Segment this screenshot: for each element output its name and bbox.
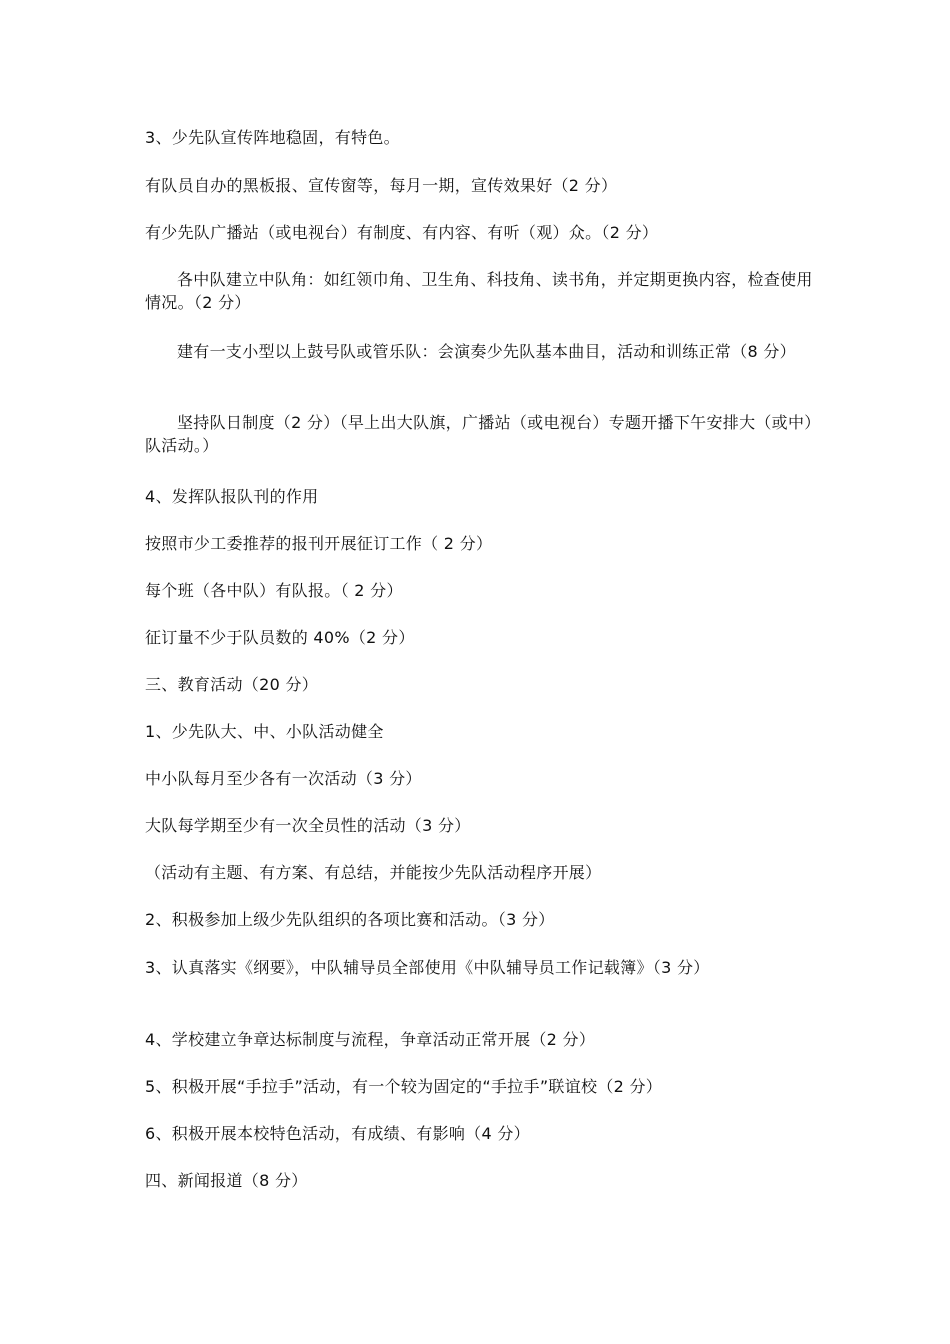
paragraph-part-3-heading: 三、教育活动（20 分） [145, 675, 319, 694]
paragraph-class-newspaper: 每个班（各中队）有队报。（ 2 分） [145, 581, 403, 600]
paragraph-semester-activity: 大队每学期至少有一次全员性的活动（3 分） [145, 816, 471, 835]
paragraph-section-3-heading: 3、少先队宣传阵地稳固，有特色。 [145, 128, 400, 147]
paragraph-monthly-activity: 中小队每月至少各有一次活动（3 分） [145, 769, 422, 788]
paragraph-hand-in-hand: 5、积极开展“手拉手”活动，有一个较为固定的“手拉手”联谊校（2 分） [145, 1077, 663, 1096]
paragraph-competitions: 2、积极参加上级少先队组织的各项比赛和活动。（3 分） [145, 910, 555, 929]
paragraph-team-day: 坚持队日制度（2 分）（早上出大队旗，广播站（或电视台）专题开播下午安排大（或中）队活动。） [145, 413, 813, 455]
paragraph-section-4-heading: 4、发挥队报队刊的作用 [145, 487, 319, 506]
paragraph-drum-band: 建有一支小型以上鼓号队或管乐队：会演奏少先队基本曲目，活动和训练正常（8 分） [177, 342, 796, 361]
paragraph-activity-note: （活动有主题、有方案、有总结，并能按少先队活动程序开展） [145, 863, 602, 882]
paragraph-badge-system: 4、学校建立争章达标制度与流程，争章活动正常开展（2 分） [145, 1030, 596, 1049]
paragraph-outline: 3、认真落实《纲要》，中队辅导员全部使用《中队辅导员工作记载簿》（3 分） [145, 958, 710, 977]
paragraph-subscription-rate: 征订量不少于队员数的 40%（2 分） [145, 628, 415, 647]
paragraph-subscription: 按照市少工委推荐的报刊开展征订工作（ 2 分） [145, 534, 493, 553]
paragraph-activities-complete: 1、少先队大、中、小队活动健全 [145, 722, 384, 741]
paragraph-school-feature: 6、积极开展本校特色活动，有成绩、有影响（4 分） [145, 1124, 530, 1143]
paragraph-blackboard: 有队员自办的黑板报、宣传窗等，每月一期，宣传效果好（2 分） [145, 176, 618, 195]
paragraph-broadcast: 有少先队广播站（或电视台）有制度、有内容、有听（观）众。（2 分） [145, 223, 659, 242]
paragraph-squad-corner: 各中队建立中队角：如红领巾角、卫生角、科技角、读书角，并定期更换内容，检查使用情况。（2 分） [145, 270, 813, 312]
paragraph-part-4-heading: 四、新闻报道（8 分） [145, 1171, 308, 1190]
